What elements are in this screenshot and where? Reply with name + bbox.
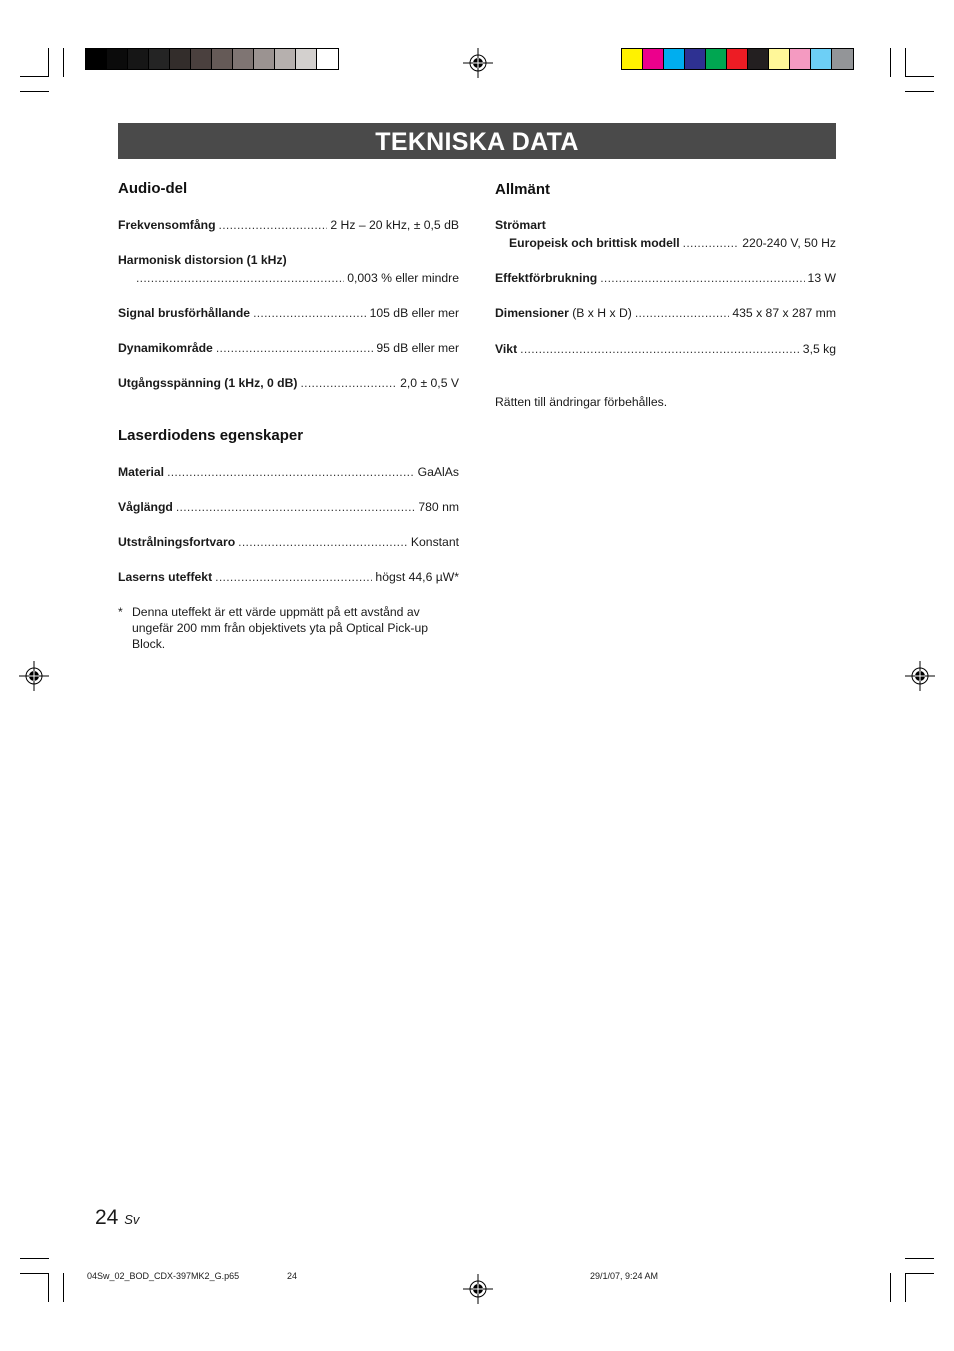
slug-date: 29/1/07, 9:24 AM: [590, 1271, 659, 1281]
slug-filename: 04Sw_02_BOD_CDX-397MK2_G.p65: [87, 1271, 240, 1281]
spec-label: Laserns uteffekt: [118, 570, 213, 584]
spec-row-material: [118, 465, 459, 480]
color-swatch: [128, 49, 149, 69]
crop-mark: [890, 48, 891, 77]
color-swatch: [296, 49, 317, 69]
color-swatch: [811, 49, 832, 69]
registration-mark-icon: [463, 48, 493, 78]
leader-dots: [215, 570, 372, 585]
spec-row-consumption: [495, 271, 836, 286]
leader-dots: [136, 271, 344, 286]
leader-dots: [176, 500, 415, 515]
color-swatch: [107, 49, 128, 69]
registration-mark-icon: [905, 661, 935, 691]
color-swatch: [706, 49, 727, 69]
crop-mark: [905, 48, 906, 77]
spec-row-output-voltage: [118, 376, 459, 391]
color-swatch: [317, 49, 338, 69]
spec-row-wavelength: [118, 500, 459, 515]
spec-value: 2,0 ± 0,5 V: [400, 376, 459, 390]
spec-label: Vikt: [495, 342, 518, 356]
leader-dots: [253, 306, 367, 321]
general-heading: Allmänt: [495, 181, 551, 198]
leader-dots: [683, 236, 740, 251]
laser-heading: Laserdiodens egenskaper: [118, 427, 304, 444]
crop-mark: [890, 1273, 891, 1302]
leader-dots: [520, 342, 800, 357]
spec-value: 435 x 87 x 287 mm: [732, 306, 836, 320]
color-swatch: [643, 49, 664, 69]
crop-mark: [63, 1273, 64, 1302]
crop-mark: [20, 1273, 49, 1274]
color-swatch: [170, 49, 191, 69]
leader-dots: [300, 376, 397, 391]
crop-mark: [905, 91, 934, 92]
crop-mark: [905, 76, 934, 77]
registration-mark-icon: [463, 1274, 493, 1304]
spec-value: 220-240 V, 50 Hz: [742, 236, 836, 250]
spec-row-dimensions: [495, 306, 836, 321]
color-swatch: [275, 49, 296, 69]
color-swatch: [769, 49, 790, 69]
spec-value: 95 dB eller mer: [376, 341, 459, 355]
spec-label: Material: [118, 465, 165, 479]
spec-label: [495, 306, 632, 321]
page-language: Sv: [124, 1212, 140, 1227]
crop-mark: [48, 48, 49, 77]
spec-value: 13 W: [807, 271, 836, 285]
crop-mark: [63, 48, 64, 77]
spec-row-model: [509, 236, 836, 251]
spec-value: 0,003 % eller mindre: [347, 271, 459, 285]
spec-value: GaAlAs: [417, 465, 459, 479]
spec-value: Konstant: [410, 535, 459, 549]
spec-value: 105 dB eller mer: [369, 306, 459, 320]
spec-label: Strömart: [495, 218, 546, 232]
spec-row-laser-power: [118, 570, 459, 585]
spec-label: Utgångsspänning (1 kHz, 0 dB): [118, 376, 298, 390]
page-number-value: 24: [95, 1206, 119, 1229]
spec-row-weight: [495, 342, 836, 357]
spec-label: Harmonisk distorsion (1 kHz): [118, 253, 287, 267]
crop-mark: [20, 1258, 49, 1259]
page-number: [95, 1206, 139, 1230]
spec-label: Dynamikområde: [118, 341, 213, 355]
spec-row-dynamic-range: [118, 341, 459, 356]
spec-value: 3,5 kg: [802, 342, 836, 356]
leader-dots: [635, 306, 730, 321]
color-swatch: [727, 49, 748, 69]
footnote: [118, 604, 462, 652]
page-title: TEKNISKA DATA: [118, 123, 836, 159]
color-swatch: [86, 49, 107, 69]
registration-mark-icon: [19, 661, 49, 691]
color-swatch: [790, 49, 811, 69]
leader-dots: [167, 465, 415, 480]
color-swatch: [685, 49, 706, 69]
color-swatch: [149, 49, 170, 69]
spec-label: Signal brusförhållande: [118, 306, 251, 320]
slug-page: 24: [287, 1271, 298, 1281]
leader-dots: [219, 218, 328, 233]
spec-row-snr: [118, 306, 459, 321]
leader-dots: [600, 271, 804, 286]
color-swatch: [832, 49, 853, 69]
color-swatch: [212, 49, 233, 69]
footnote-mark: *: [118, 605, 123, 619]
color-swatch: [664, 49, 685, 69]
audio-heading: Audio-del: [118, 180, 188, 197]
color-swatch: [233, 49, 254, 69]
dimensions-label: Dimensioner: [495, 306, 569, 320]
spec-label: Utstrålningsfortvaro: [118, 535, 236, 549]
spec-value: 2 Hz – 20 kHz, ± 0,5 dB: [330, 218, 459, 232]
leader-dots: [216, 341, 374, 356]
crop-mark: [20, 91, 49, 92]
crop-mark: [905, 1273, 906, 1302]
rights-notice: Rätten till ändringar förbehålles.: [495, 395, 668, 409]
spec-label: Våglängd: [118, 500, 173, 514]
crop-mark: [48, 1273, 49, 1302]
color-bar: [621, 48, 854, 70]
spec-row-emission: [118, 535, 459, 550]
spec-label: Effektförbrukning: [495, 271, 598, 285]
color-swatch: [254, 49, 275, 69]
spec-label: Europeisk och brittisk modell: [509, 236, 680, 250]
spec-value: 780 nm: [418, 500, 459, 514]
spec-value: högst 44,6 µW*: [375, 570, 459, 584]
leader-dots: [238, 535, 408, 550]
crop-mark: [20, 76, 49, 77]
spec-label: Frekvensomfång: [118, 218, 216, 232]
color-swatch: [622, 49, 643, 69]
grayscale-bar: [85, 48, 339, 70]
spec-row-frequency: [118, 218, 459, 233]
color-swatch: [191, 49, 212, 69]
spec-row-thd: [136, 271, 459, 286]
crop-mark: [905, 1258, 934, 1259]
dimensions-note: (B x H x D): [572, 306, 632, 320]
footnote-text: Denna uteffekt är ett värde uppmätt på ett avstånd av ungefär 200 mm från objektivets yta på Optical Pick-up Block.: [132, 605, 429, 651]
crop-mark: [905, 1273, 934, 1274]
color-swatch: [748, 49, 769, 69]
